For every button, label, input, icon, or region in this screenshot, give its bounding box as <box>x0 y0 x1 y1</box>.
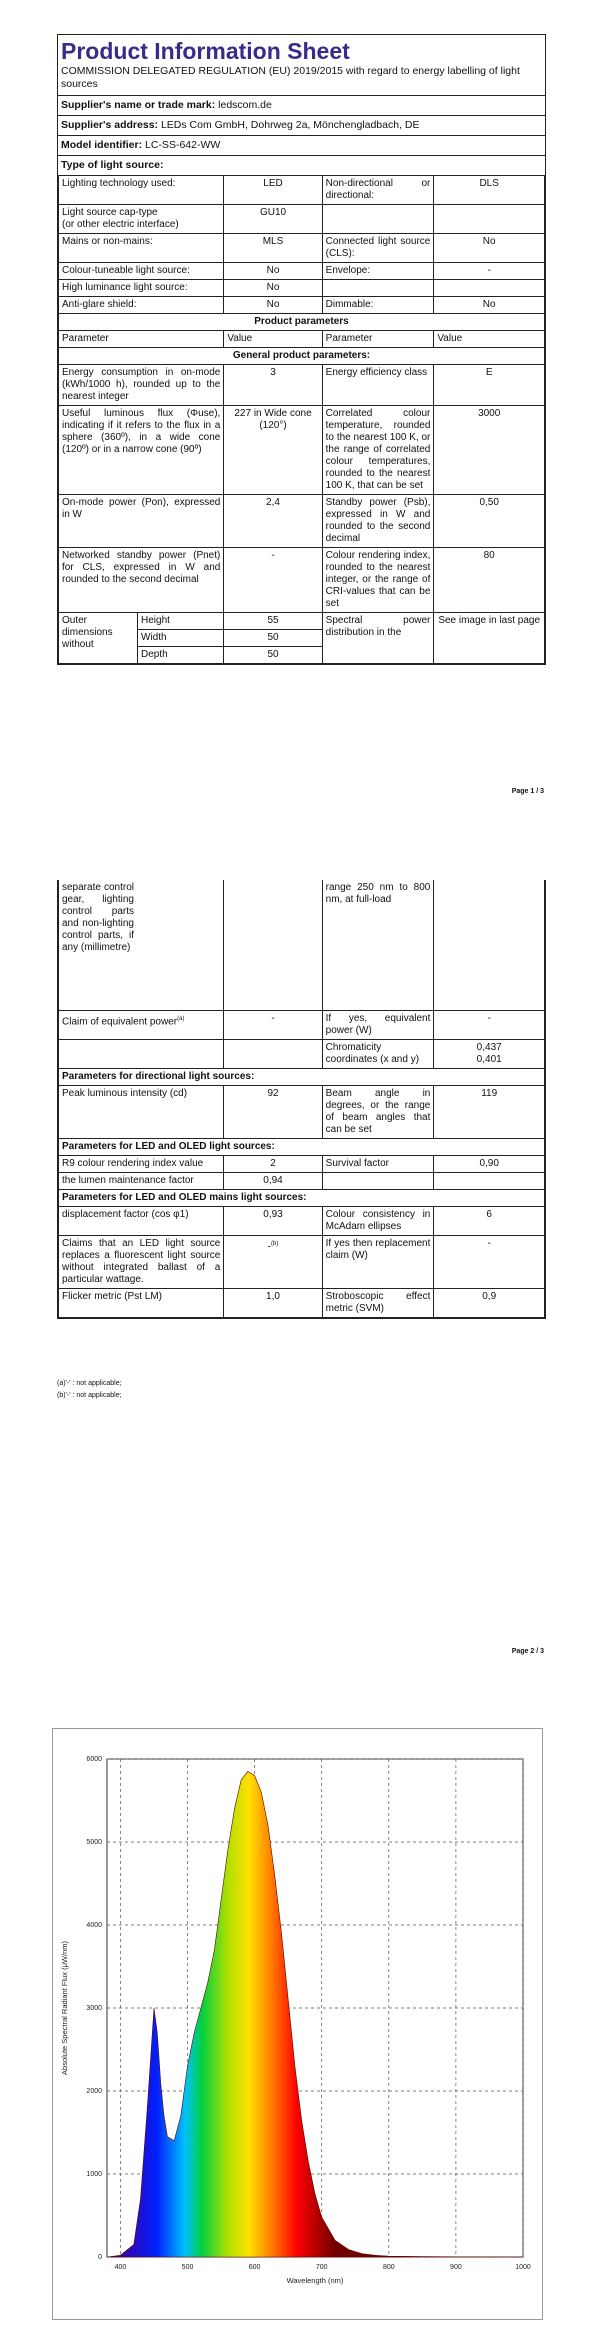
model-value: LC-SS-642-WW <box>145 139 221 151</box>
supplier-address-value: LEDs Com GmbH, Dohrweg 2a, Mönchengladbach, DE <box>160 119 420 131</box>
supplier-name-row <box>58 96 545 116</box>
y-tick-label: 1000 <box>86 2171 102 2178</box>
mains-label-right: If yes then replacement claim (W) <box>322 1236 434 1289</box>
x-tick-label: 1000 <box>515 2264 531 2271</box>
y-tick-label: 3000 <box>86 2005 102 2012</box>
page-number-2: Page 2 / 3 <box>511 1648 544 1655</box>
type-row <box>59 234 545 263</box>
y-tick-label: 6000 <box>86 1756 102 1763</box>
general-value-right: 0,50 <box>434 495 545 548</box>
type-value-left: No <box>224 297 322 314</box>
general-rows <box>59 365 545 613</box>
spd-label: Spectral power distribution in the <box>322 613 434 664</box>
page-number-1: Page 1 / 3 <box>511 788 544 795</box>
type-value-right: - <box>434 263 545 280</box>
supplier-name-label: Supplier's name or trade mark: <box>61 99 216 111</box>
mains-row <box>59 1207 545 1236</box>
outer-dimensions-label: Outer dimensions without <box>59 613 138 663</box>
equivalent-label-right: If yes, equivalent power (W) <box>322 1011 434 1040</box>
type-value-right <box>434 280 545 297</box>
led-row <box>59 1156 545 1173</box>
page-3 <box>0 1700 590 2334</box>
type-value-left: No <box>224 263 322 280</box>
type-label-left: Light source cap-type (or other electric interface) <box>59 205 224 234</box>
general-label-right: Correlated colour temperature, rounded to the nearest 100 K, or the range of correlated colour temperatures, rounded to the nearest 100 K, that can be set <box>322 406 434 495</box>
type-row <box>59 297 545 314</box>
model-row <box>58 136 545 156</box>
equivalent-row <box>59 1011 545 1040</box>
mains-value-left: 1,0 <box>224 1289 322 1318</box>
equivalent-label-left <box>59 1040 224 1069</box>
mains-row <box>59 1236 545 1289</box>
x-tick-label: 700 <box>315 2264 328 2271</box>
dim-value-depth: 50 <box>224 647 322 664</box>
type-row <box>59 263 545 280</box>
type-label-left: Colour-tuneable light source: <box>59 263 224 280</box>
x-axis-label: Wavelength (nm) <box>286 2276 344 2285</box>
general-value-right: 80 <box>434 548 545 613</box>
beam-angle-value: 119 <box>434 1086 545 1139</box>
info-sheet-frame-continued <box>57 880 546 1319</box>
dim-name-width: Width <box>138 630 223 647</box>
directional-heading: Parameters for directional light sources: <box>59 1069 545 1086</box>
product-parameters-row <box>59 314 545 331</box>
equivalent-label-left: Claim of equivalent power$^{(a)}$ <box>59 1011 224 1040</box>
column-header-row <box>59 331 545 348</box>
spectrum-chart-box <box>52 1728 543 2320</box>
spectrum-chart <box>53 1729 542 2319</box>
mains-rows <box>59 1207 545 1318</box>
type-value-left: MLS <box>224 234 322 263</box>
type-label-right <box>322 205 434 234</box>
general-parameters-heading: General product parameters: <box>59 348 545 365</box>
mains-value-right: 0,9 <box>434 1289 545 1318</box>
y-axis-label: Absolute Spectral Radiant Flux (μW/nm) <box>60 1941 69 2075</box>
dims-continued-row <box>59 880 545 1011</box>
general-value-left: 227 in Wide cone (120°) <box>224 406 322 495</box>
outer-dimensions-cell <box>59 613 224 664</box>
type-label-left: Anti-glare shield: <box>59 297 224 314</box>
col-parameter-1: Parameter <box>59 331 224 348</box>
x-tick-label: 600 <box>248 2264 261 2271</box>
general-value-left: - <box>224 548 322 613</box>
continued-table <box>58 880 545 1318</box>
type-label-left: Lighting technology used: <box>59 176 224 205</box>
general-label-right: Energy efficiency class <box>322 365 434 406</box>
type-label-right: Connected light source (CLS): <box>322 234 434 263</box>
general-label-left: On-mode power (Pon), expressed in W <box>59 495 224 548</box>
type-value-right: DLS <box>434 176 545 205</box>
regulation-subtitle: COMMISSION DELEGATED REGULATION (EU) 2019/2015 with regard to energy labelling of light sources <box>58 64 545 96</box>
dims-row-height <box>59 613 545 630</box>
type-value-right <box>434 205 545 234</box>
page-title: Product Information Sheet <box>61 38 350 64</box>
type-label-right: Dimmable: <box>322 297 434 314</box>
equivalent-value-left <box>224 1040 322 1069</box>
x-tick-label: 400 <box>114 2264 127 2271</box>
type-row <box>59 176 545 205</box>
x-tick-label: 900 <box>450 2264 462 2271</box>
mains-label-left: displacement factor (cos φ1) <box>59 1207 224 1236</box>
x-tick-label: 500 <box>181 2264 194 2271</box>
type-label-right: Non-directional or directional: <box>322 176 434 205</box>
type-table <box>58 175 545 664</box>
type-heading-row <box>58 156 545 175</box>
y-tick-label: 4000 <box>86 1922 102 1929</box>
general-label-right: Colour rendering index, rounded to the nearest integer, or the range of CRI-values that can be set <box>322 548 434 613</box>
dim-name-height: Height <box>138 613 223 630</box>
spd-label-continued: range 250 nm to 800 nm, at full-load <box>322 880 434 1011</box>
equivalent-value-right: - <box>434 1011 545 1040</box>
type-value-left: No <box>224 280 322 297</box>
general-label-right: Standby power (Psb), expressed in W and rounded to the second decimal <box>322 495 434 548</box>
col-value-2: Value <box>434 331 545 348</box>
spd-value: See image in last page <box>434 613 545 664</box>
mains-label-left: Flicker metric (Pst LM) <box>59 1289 224 1318</box>
info-sheet-frame <box>57 34 546 665</box>
type-value-left: GU10 <box>224 205 322 234</box>
general-value-right: 3000 <box>434 406 545 495</box>
mains-value-left: 0,93 <box>224 1207 322 1236</box>
type-heading: Type of light source: <box>61 159 164 171</box>
general-label-left: Energy consumption in on-mode (kWh/1000 h), rounded up to the nearest integer <box>59 365 224 406</box>
mains-value-right: - <box>434 1236 545 1289</box>
beam-angle-label: Beam angle in degrees, or the range of beam angles that can be set <box>322 1086 434 1139</box>
y-tick-label: 2000 <box>86 2088 102 2095</box>
supplier-name-value: ledscom.de <box>218 99 272 111</box>
mains-label-right: Stroboscopic effect metric (SVM) <box>322 1289 434 1318</box>
general-value-right: E <box>434 365 545 406</box>
footnote-b: (b)'-' : not applicable; <box>57 1392 122 1399</box>
led-value-right: 0,90 <box>434 1156 545 1173</box>
led-label-right <box>322 1173 434 1190</box>
equivalent-value-right: 0,437 0,401 <box>434 1040 545 1069</box>
type-label-right: Envelope: <box>322 263 434 280</box>
led-label-right: Survival factor <box>322 1156 434 1173</box>
type-value-right: No <box>434 234 545 263</box>
type-label-left: High luminance light source: <box>59 280 224 297</box>
led-rows <box>59 1156 545 1190</box>
type-row <box>59 280 545 297</box>
mains-label-right: Colour consistency in McAdam ellipses <box>322 1207 434 1236</box>
directional-row <box>59 1086 545 1139</box>
type-rows <box>59 176 545 314</box>
led-label-left: the lumen maintenance factor <box>59 1173 224 1190</box>
general-value-left: 2,4 <box>224 495 322 548</box>
equivalent-value-left: - <box>224 1011 322 1040</box>
general-row <box>59 548 545 613</box>
general-row <box>59 495 545 548</box>
equivalent-label-right: Chromaticity coordinates (x and y) <box>322 1040 434 1069</box>
col-value-1: Value <box>224 331 322 348</box>
col-parameter-2: Parameter <box>322 331 434 348</box>
type-label-right <box>322 280 434 297</box>
equivalent-power-rows <box>59 1011 545 1069</box>
mains-heading: Parameters for LED and OLED mains light sources: <box>59 1190 545 1207</box>
x-tick-label: 800 <box>382 2264 395 2271</box>
led-value-right <box>434 1173 545 1190</box>
general-label-left: Useful luminous flux (Φuse), indicating if it refers to the flux in a sphere (360º), in a wide cone (120º) or in a narrow cone (90º) <box>59 406 224 495</box>
type-value-right: No <box>434 297 545 314</box>
dim-value-width: 50 <box>224 630 322 647</box>
general-label-left: Networked standby power (Pnet) for CLS, expressed in W and rounded to the second decimal <box>59 548 224 613</box>
page-1 <box>0 0 590 800</box>
led-heading: Parameters for LED and OLED light sources: <box>59 1139 545 1156</box>
footnote-a: (a)'-' : not applicable; <box>57 1380 122 1387</box>
y-tick-label: 0 <box>98 2254 102 2261</box>
outer-dimensions-continued: separate control gear, lighting control parts and non-lighting control parts, if any (millimetre) <box>62 882 134 953</box>
led-row <box>59 1173 545 1190</box>
mains-row <box>59 1289 545 1318</box>
type-label-left: Mains or non-mains: <box>59 234 224 263</box>
general-row <box>59 406 545 495</box>
dim-value-height: 55 <box>224 613 322 630</box>
general-parameters-row <box>59 348 545 365</box>
dim-name-depth: Depth <box>141 649 168 660</box>
page-2 <box>0 880 590 1670</box>
peak-intensity-label: Peak luminous intensity (cd) <box>59 1086 224 1139</box>
supplier-address-row <box>58 116 545 136</box>
led-value-left: 0,94 <box>224 1173 322 1190</box>
general-row <box>59 365 545 406</box>
product-parameters-heading: Product parameters <box>59 314 545 331</box>
led-value-left: 2 <box>224 1156 322 1173</box>
led-label-left: R9 colour rendering index value <box>59 1156 224 1173</box>
supplier-address-label: Supplier's address: <box>61 119 159 131</box>
y-tick-label: 5000 <box>86 1839 102 1846</box>
model-label: Model identifier: <box>61 139 143 151</box>
equivalent-row <box>59 1040 545 1069</box>
mains-label-left: Claims that an LED light source replaces a fluorescent light source without integrated ballast of a particular wattage. <box>59 1236 224 1289</box>
general-value-left: 3 <box>224 365 322 406</box>
mains-value-right: 6 <box>434 1207 545 1236</box>
type-value-left: LED <box>224 176 322 205</box>
peak-intensity-value: 92 <box>224 1086 322 1139</box>
mains-value-left: -$^{(b)}$ <box>224 1236 322 1289</box>
type-row <box>59 205 545 234</box>
